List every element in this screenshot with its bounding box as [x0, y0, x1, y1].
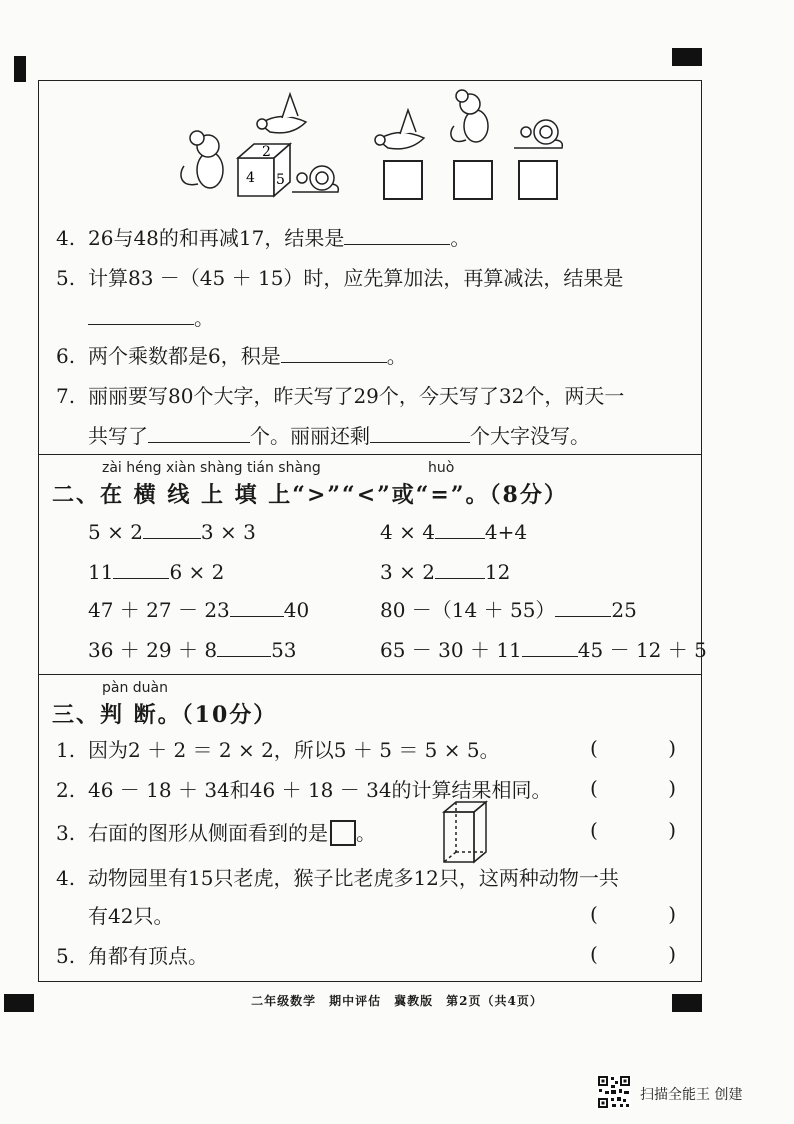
scanner-watermark: 扫描全能王 创建	[640, 1087, 743, 1103]
question-6: 6. 两个乘数都是6，积是 。	[56, 344, 407, 368]
snail-icon	[514, 120, 562, 148]
answer-paren-2[interactable]: ( )	[590, 776, 676, 800]
answer-blank[interactable]	[230, 598, 284, 617]
cube-right-label: 5	[276, 172, 285, 188]
corner-marker-top-left	[14, 56, 26, 82]
answer-blank[interactable]	[435, 520, 485, 539]
compare-item-3: 11 6 × 2	[88, 560, 225, 584]
question-4: 4. 26与48的和再减17，结果是 。	[56, 226, 471, 250]
answer-blank[interactable]	[88, 306, 194, 325]
answer-blank[interactable]	[281, 344, 387, 363]
answer-blank[interactable]	[370, 424, 470, 443]
answer-blank[interactable]	[113, 560, 169, 579]
answer-blank[interactable]	[522, 638, 578, 657]
cuboid-icon	[442, 800, 488, 864]
question-5-line-2: 。	[88, 306, 214, 330]
mouse-icon	[451, 90, 488, 142]
judge-item-1: 1. 因为2 ＋ 2 ＝ 2 × 2，所以5 ＋ 5 ＝ 5 × 5。	[56, 738, 500, 762]
bird-icon	[257, 94, 306, 133]
part2-pinyin-huo: huò	[428, 460, 455, 476]
judge-item-2: 2. 46 － 18 ＋ 34和46 ＋ 18 － 34的计算结果相同。	[56, 778, 552, 802]
animals-cube-illustration	[170, 88, 570, 208]
compare-item-6: 80 －（14 ＋ 55） 25	[380, 598, 637, 622]
corner-marker-top-right	[672, 48, 702, 66]
answer-blank[interactable]	[143, 520, 201, 539]
qr-code-icon	[597, 1075, 631, 1109]
compare-item-1: 5 × 2 3 × 3	[88, 520, 256, 544]
question-7: 7. 丽丽要写80个大字，昨天写了29个，今天写了32个，两天一	[56, 384, 625, 408]
answer-paren-5[interactable]: ( )	[590, 942, 676, 966]
answer-paren-4[interactable]: ( )	[590, 902, 676, 926]
answer-blank[interactable]	[217, 638, 271, 657]
compare-item-2: 4 × 4 4+4	[380, 520, 528, 544]
page-footer: 二年级数学 期中评估 冀教版 第2页（共4页）	[251, 994, 543, 1008]
answer-box-2[interactable]	[453, 160, 493, 200]
question-7-line-2: 共写了 个。丽丽还剩 个大字没写。	[88, 424, 590, 448]
answer-blank[interactable]	[555, 598, 611, 617]
answer-blank[interactable]	[435, 560, 485, 579]
judge-item-5: 5. 角都有顶点。	[56, 944, 208, 968]
section-divider	[38, 674, 702, 675]
compare-item-5: 47 ＋ 27 － 23 40	[88, 598, 310, 622]
judge-item-3: 3. 右面的图形从侧面看到的是 。	[56, 821, 376, 845]
part3-title: 三、判 断。（10分）	[52, 702, 278, 728]
mouse-icon	[181, 131, 223, 188]
part2-title: 二、在 横 线 上 填 上“>”“<”或“=”。（8分）	[52, 482, 568, 508]
side-view-square-icon	[330, 820, 356, 846]
cube-top-label: 2	[262, 144, 271, 160]
judge-item-4: 4. 动物园里有15只老虎，猴子比老虎多12只，这两种动物一共	[56, 866, 619, 890]
answer-blank[interactable]	[148, 424, 250, 443]
compare-item-7: 36 ＋ 29 ＋ 8 53	[88, 638, 297, 662]
question-5: 5. 计算83 －（45 ＋ 15）时，应先算加法，再算减法，结果是	[56, 266, 624, 290]
snail-icon	[292, 166, 338, 192]
answer-box-3[interactable]	[518, 160, 558, 200]
answer-paren-3[interactable]: ( )	[590, 818, 676, 842]
bird-icon	[375, 110, 424, 149]
section-divider	[38, 454, 702, 455]
answer-paren-1[interactable]: ( )	[590, 736, 676, 760]
part2-pinyin: zài héng xiàn shàng tián shàng	[102, 460, 321, 476]
compare-item-8: 65 － 30 ＋ 11 45 － 12 ＋ 5	[380, 638, 707, 662]
answer-box-1[interactable]	[383, 160, 423, 200]
compare-item-4: 3 × 2 12	[380, 560, 511, 584]
cube-left-label: 4	[246, 170, 255, 186]
judge-item-4-line-2: 有42只。	[88, 904, 174, 928]
answer-blank[interactable]	[344, 226, 450, 245]
part3-pinyin: pàn duàn	[102, 680, 169, 696]
